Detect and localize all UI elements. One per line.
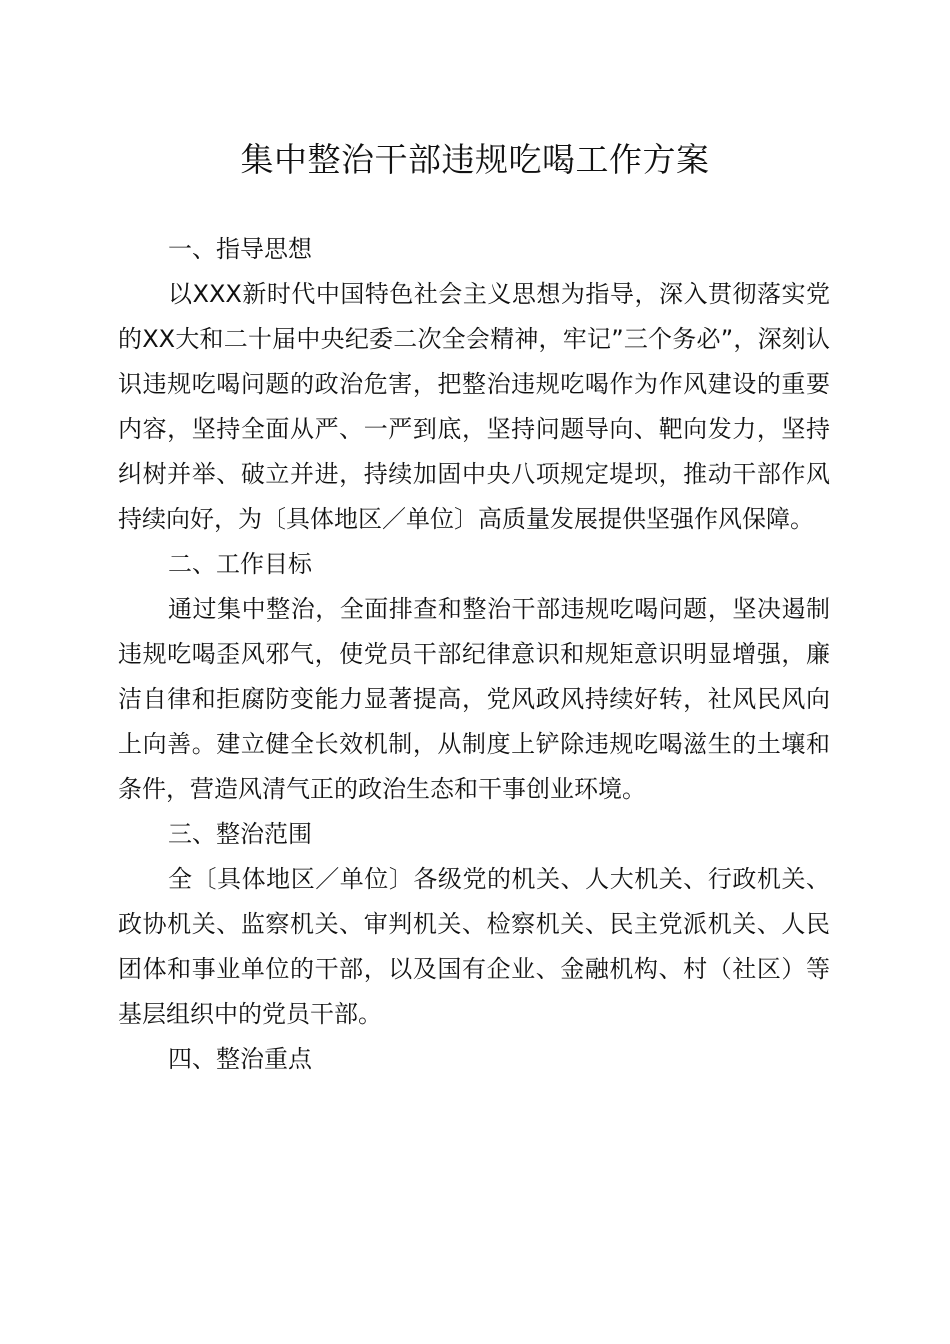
document-body — [118, 227, 830, 1082]
section-heading-key-points: 四、整治重点 — [168, 1045, 312, 1073]
section-heading-guiding-ideology: 一、指导思想 — [168, 235, 312, 263]
section-paragraph-work-goals: 通过集中整治，全面排查和整治干部违规吃喝问题，坚决遏制违规吃喝歪风邪气，使党员干部纪律意识和规矩意识明显增强，廉洁自律和拒腐防变能力显著提高，党风政风持续好转，社风民风向上向善。建立健全长效机制，从制度上铲除违规吃喝滋生的土壤和条件，营造风清气正的政治生态和干事创业环境。 — [118, 595, 830, 803]
section-heading-work-goals: 二、工作目标 — [168, 550, 312, 578]
section-heading-scope: 三、整治范围 — [168, 820, 312, 848]
section-paragraph-guiding-ideology: 以XXX新时代中国特色社会主义思想为指导，深入贯彻落实党的XX大和二十届中央纪委二次全会精神，牢记”三个务必”，深刻认识违规吃喝问题的政治危害，把整治违规吃喝作为作风建设的重要内容，坚持全面从严、一严到底，坚持问题导向、靶向发力，坚持纠树并举、破立并进，持续加固中央八项规定堤坝，推动干部作风持续向好，为〔具体地区／单位〕高质量发展提供坚强作风保障。 — [118, 280, 830, 533]
section-paragraph-scope: 全〔具体地区／单位〕各级党的机关、人大机关、行政机关、政协机关、监察机关、审判机关、检察机关、民主党派机关、人民团体和事业单位的干部，以及国有企业、金融机构、村（社区）等基层组织中的党员干部。 — [118, 865, 830, 1028]
document-title: 集中整治干部违规吃喝工作方案 — [240, 140, 710, 179]
